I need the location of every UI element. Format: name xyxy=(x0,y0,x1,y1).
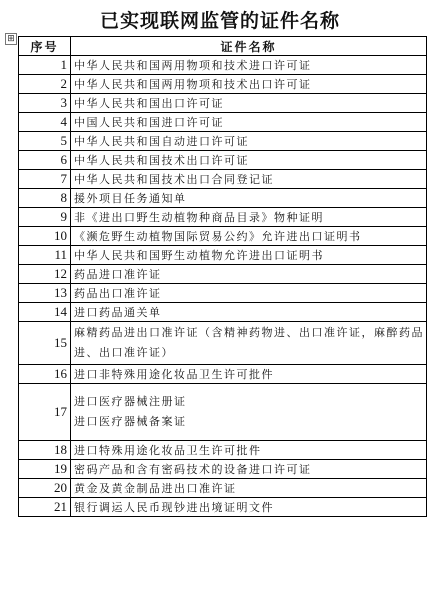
row-number: 7 xyxy=(19,170,71,189)
row-number: 16 xyxy=(19,365,71,384)
certificate-name: 中华人民共和国技术出口许可证 xyxy=(74,153,249,167)
certificate-name: 《濒危野生动植物国际贸易公约》允许进出口证明书 xyxy=(74,229,362,243)
row-number: 11 xyxy=(19,246,71,265)
row-number: 10 xyxy=(19,227,71,246)
header-number: 序号 xyxy=(19,37,71,56)
table-row xyxy=(19,208,427,227)
document-title: 已实现联网监管的证件名称 xyxy=(99,10,340,32)
certificate-name: 中华人民共和国出口许可证 xyxy=(74,96,224,110)
row-number: 4 xyxy=(19,113,71,132)
certificate-name-cell xyxy=(71,170,427,189)
table-row xyxy=(19,132,427,151)
row-number: 1 xyxy=(19,56,71,75)
table-row xyxy=(19,227,427,246)
certificate-name: 密码产品和含有密码技术的设备进口许可证 xyxy=(74,462,312,476)
table-row xyxy=(19,322,427,365)
certificate-name: 非《进出口野生动植物种商品目录》物种证明 xyxy=(74,210,324,224)
certificate-name: 中国人民共和国进口许可证 xyxy=(74,115,224,129)
certificate-name-cell xyxy=(71,56,427,75)
certificate-name-cell xyxy=(71,284,427,303)
certificate-name-cell xyxy=(71,441,427,460)
row-number: 13 xyxy=(19,284,71,303)
table-row xyxy=(19,460,427,479)
header-certificate-name: 证件名称 xyxy=(71,37,427,56)
row-number: 2 xyxy=(19,75,71,94)
certificate-name: 援外项目任务通知单 xyxy=(74,191,187,205)
table-row xyxy=(19,94,427,113)
table-row xyxy=(19,384,427,441)
certificate-name: 进口非特殊用途化妆品卫生许可批件 xyxy=(74,367,274,381)
certificate-name-cell xyxy=(71,460,427,479)
table-row xyxy=(19,365,427,384)
certificate-name: 药品出口准许证 xyxy=(74,286,162,300)
row-number: 18 xyxy=(19,441,71,460)
table-row xyxy=(19,170,427,189)
certificate-name-cell xyxy=(71,246,427,265)
certificate-name: 药品进口准许证 xyxy=(74,267,162,281)
table-row xyxy=(19,441,427,460)
table-row xyxy=(19,498,427,517)
row-number: 8 xyxy=(19,189,71,208)
table-row xyxy=(19,265,427,284)
table-row xyxy=(19,75,427,94)
table-move-handle-icon[interactable]: ⊞ xyxy=(5,33,17,45)
certificate-name: 银行调运人民币现钞进出境证明文件 xyxy=(74,500,274,514)
certificate-name-cell xyxy=(71,151,427,170)
certificate-name: 中华人民共和国野生动植物允许进出口证明书 xyxy=(74,248,324,262)
table-row xyxy=(19,303,427,322)
row-number: 17 xyxy=(19,384,71,441)
table-row xyxy=(19,56,427,75)
row-number: 5 xyxy=(19,132,71,151)
certificate-name: 中华人民共和国自动进口许可证 xyxy=(74,134,249,148)
table-row xyxy=(19,284,427,303)
certificate-name-cell xyxy=(71,265,427,284)
certificate-name-cell xyxy=(71,132,427,151)
certificate-name: 进口药品通关单 xyxy=(74,305,162,319)
certificate-name: 进口医疗器械备案证 xyxy=(74,415,187,428)
certificate-name: 中华人民共和国两用物项和技术出口许可证 xyxy=(74,77,312,91)
table-row xyxy=(19,246,427,265)
certificate-table xyxy=(18,36,427,517)
row-number: 12 xyxy=(19,265,71,284)
certificate-name-cell xyxy=(71,94,427,113)
certificate-name-cell xyxy=(71,365,427,384)
row-number: 6 xyxy=(19,151,71,170)
row-number: 9 xyxy=(19,208,71,227)
table-row xyxy=(19,151,427,170)
row-number: 19 xyxy=(19,460,71,479)
certificate-name-cell xyxy=(71,113,427,132)
row-number: 15 xyxy=(19,322,71,365)
certificate-name: 进口医疗器械注册证 xyxy=(74,395,187,408)
table-row xyxy=(19,479,427,498)
certificate-name-cell xyxy=(71,322,427,365)
certificate-name-cell xyxy=(71,303,427,322)
certificate-name-cell xyxy=(71,384,427,441)
certificate-name: 中华人民共和国两用物项和技术进口许可证 xyxy=(74,58,312,72)
table-row xyxy=(19,113,427,132)
certificate-name: 进口特殊用途化妆品卫生许可批件 xyxy=(74,443,262,457)
row-number: 14 xyxy=(19,303,71,322)
table-row xyxy=(19,189,427,208)
row-number: 3 xyxy=(19,94,71,113)
certificate-name: 黄金及黄金制品进出口准许证 xyxy=(74,481,237,495)
certificate-name-cell xyxy=(71,189,427,208)
certificate-name-cell xyxy=(71,208,427,227)
certificate-name-cell xyxy=(71,75,427,94)
row-number: 20 xyxy=(19,479,71,498)
certificate-name: 麻精药品进出口准许证（含精神药物进、出口准许证，麻醉药品进、出口准许证） xyxy=(74,326,424,359)
certificate-name-cell xyxy=(71,498,427,517)
certificate-name-cell xyxy=(71,227,427,246)
certificate-name-cell xyxy=(71,479,427,498)
table-header-row xyxy=(19,37,427,56)
certificate-name: 中华人民共和国技术出口合同登记证 xyxy=(74,172,274,186)
table-body xyxy=(19,56,427,517)
row-number: 21 xyxy=(19,498,71,517)
